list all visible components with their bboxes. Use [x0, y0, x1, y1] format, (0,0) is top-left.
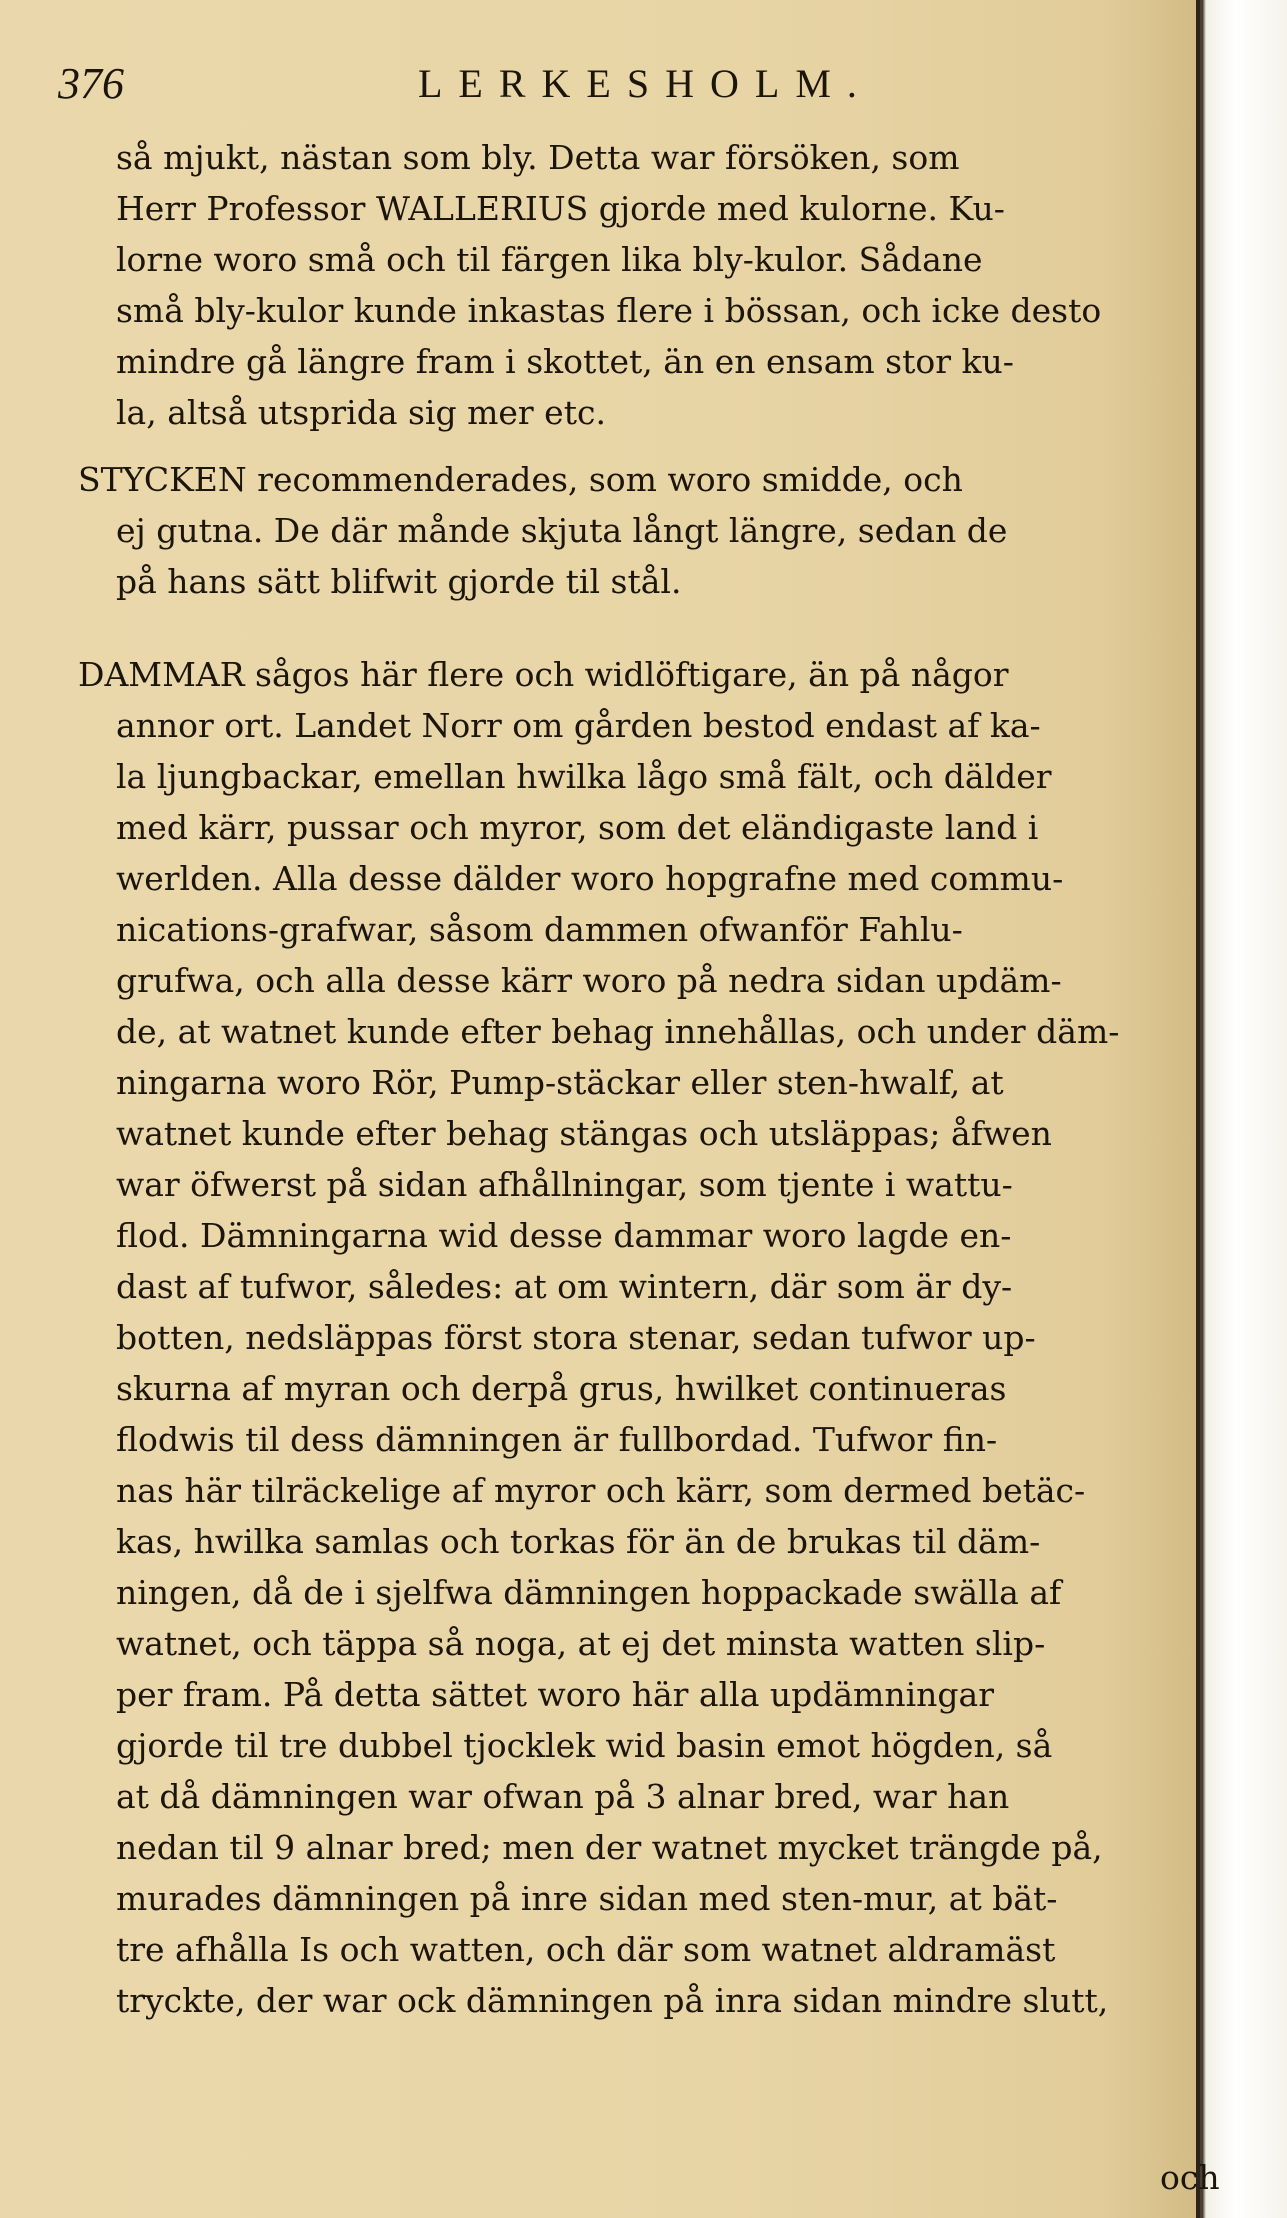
- text-line: gjorde til tre dubbel tjocklek wid basin emot högden, så: [116, 1726, 1053, 1765]
- text-line: war öfwerst på sidan afhållningar, som tjente i wattu-: [116, 1165, 1013, 1204]
- text-line: med kärr, pussar och myror, som det eländigaste land i: [116, 808, 1039, 847]
- text-line: på hans sätt blifwit gjorde til stål.: [116, 562, 682, 601]
- text-line: flodwis til dess dämningen är fullbordad. Tufwor fin-: [116, 1420, 998, 1459]
- text-line: DAMMAR sågos här flere och widlöftigare, än på någor: [78, 655, 1009, 694]
- text-line: skurna af myran och derpå grus, hwilket continueras: [116, 1369, 1007, 1408]
- text-line: botten, nedsläppas först stora stenar, sedan tufwor up-: [116, 1318, 1036, 1357]
- text-line: små bly-kulor kunde inkastas flere i bössan, och icke desto: [116, 291, 1102, 330]
- text-line: grufwa, och alla desse kärr woro på nedra sidan updäm-: [116, 961, 1062, 1000]
- text-line: watnet, och täppa så noga, at ej det minsta watten slip-: [116, 1624, 1046, 1663]
- text-line: tryckte, der war ock dämningen på inra sidan mindre slutt,: [116, 1981, 1109, 2020]
- text-line: nedan til 9 alnar bred; men der watnet mycket trängde på,: [116, 1828, 1103, 1867]
- text-line: watnet kunde efter behag stängas och utsläppas; åfwen: [116, 1114, 1052, 1153]
- text-line: lorne woro små och til färgen lika bly-kulor. Sådane: [116, 240, 983, 279]
- text-line: så mjukt, nästan som bly. Detta war försöken, som: [116, 138, 960, 177]
- page-gutter: [1196, 0, 1287, 2218]
- text-line: ningen, då de i sjelfwa dämningen hoppackade swälla af: [116, 1573, 1062, 1612]
- text-line: ningarna woro Rör, Pump-stäckar eller sten-hwalf, at: [116, 1063, 1004, 1102]
- text-line: werlden. Alla desse dälder woro hopgrafne med commu-: [116, 859, 1064, 898]
- text-line: dast af tufwor, således: at om wintern, där som är dy-: [116, 1267, 1013, 1306]
- text-line: murades dämningen på inre sidan med sten-mur, at bät-: [116, 1879, 1058, 1918]
- text-line: la, altså utsprida sig mer etc.: [116, 393, 606, 432]
- text-line: flod. Dämningarna wid desse dammar woro lagde en-: [116, 1216, 1012, 1255]
- paragraph-dammar: [78, 649, 1198, 2026]
- text-line: la ljungbackar, emellan hwilka lågo små fält, och dälder: [116, 757, 1052, 796]
- paragraph-stycken: [78, 454, 1198, 607]
- text-line: mindre gå längre fram i skottet, än en ensam stor ku-: [116, 342, 1014, 381]
- body-text: [78, 132, 1198, 2026]
- text-line: tre afhålla Is och watten, och där som watnet aldramäst: [116, 1930, 1056, 1969]
- running-head: LERKESHOLM.: [418, 61, 873, 106]
- binding-edge: [1200, 0, 1203, 2218]
- text-line: kas, hwilka samlas och torkas för än de brukas til däm-: [116, 1522, 1041, 1561]
- text-line: STYCKEN recommenderades, som woro smidde, och: [78, 460, 963, 499]
- catchword: och: [1160, 2158, 1220, 2197]
- text-line: per fram. På detta sättet woro här alla updämningar: [116, 1675, 994, 1714]
- paragraph-1: [78, 132, 1198, 438]
- text-line: annor ort. Landet Norr om gården bestod endast af ka-: [116, 706, 1041, 745]
- text-line: de, at watnet kunde efter behag innehållas, och under däm-: [116, 1012, 1120, 1051]
- text-line: Herr Professor WALLERIUS gjorde med kulorne. Ku-: [116, 189, 1005, 228]
- page-number: 376: [58, 59, 124, 108]
- text-line: nications-grafwar, såsom dammen ofwanför Fahlu-: [116, 910, 963, 949]
- page-header: [58, 58, 1188, 118]
- text-line: at då dämningen war ofwan på 3 alnar bred, war han: [116, 1777, 1010, 1816]
- text-line: ej gutna. De där månde skjuta långt längre, sedan de: [116, 511, 1008, 550]
- text-line: nas här tilräckelige af myror och kärr, som dermed betäc-: [116, 1471, 1086, 1510]
